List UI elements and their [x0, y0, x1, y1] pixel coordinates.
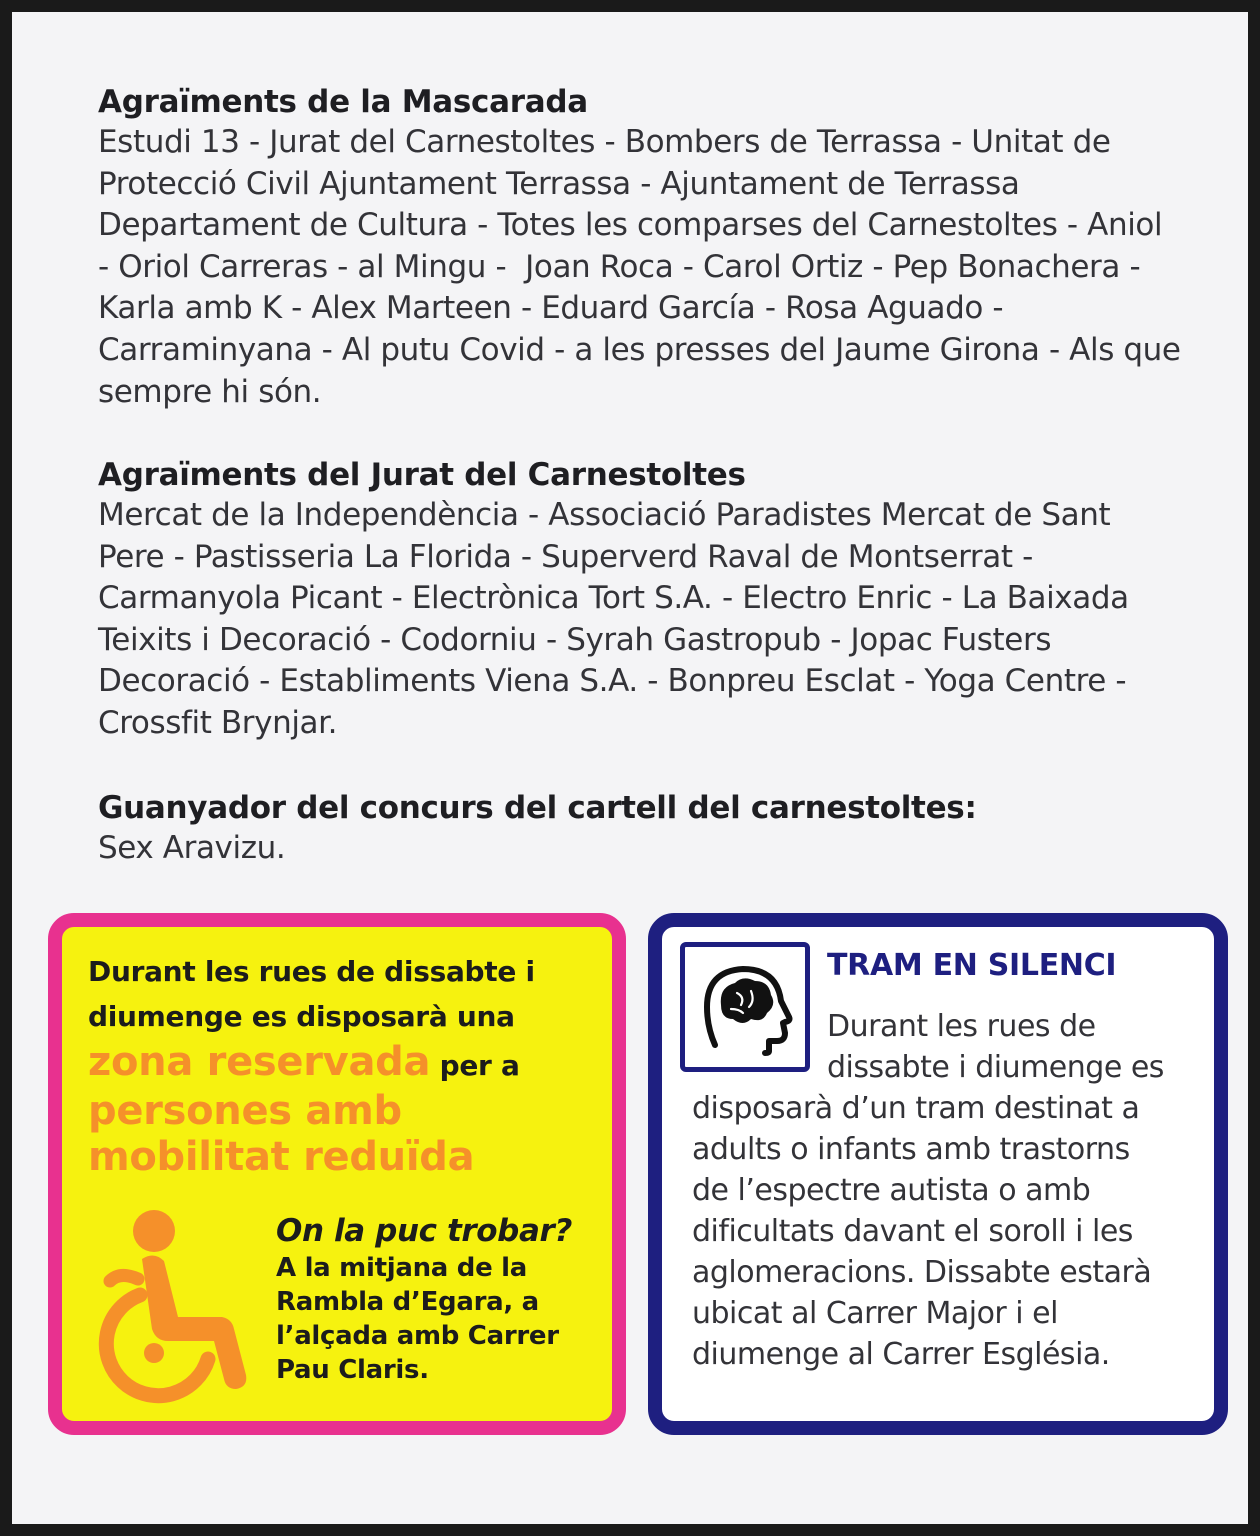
body-line: Durant les rues de: [827, 1009, 1096, 1044]
body-line: adults o infants amb trastorns: [692, 1132, 1130, 1167]
text-line: Departament de Cultura - Totes les comparses del Carnestoltes - Aniol: [98, 207, 1163, 244]
answer-line: A la mitjana de la: [276, 1253, 528, 1283]
location-question: On la puc trobar?: [276, 1213, 572, 1249]
location-info: [276, 1211, 616, 1387]
text-line: Karla amb K - Alex Marteen - Eduard García - Rosa Aguado -: [98, 290, 1004, 327]
highlight-text: mobilitat reduïda: [88, 1134, 475, 1180]
body-line: disposarà d’un tram destinat a: [692, 1091, 1140, 1126]
text-line: sempre hi són.: [98, 373, 322, 410]
highlight-text: persones amb: [88, 1088, 402, 1134]
body-line: dissabte i diumenge es: [827, 1050, 1164, 1085]
text-line: Protecció Civil Ajuntament Terrassa - Ajuntament de Terrassa: [98, 165, 1020, 202]
answer-line: Rambla d’Egara, a: [276, 1287, 539, 1317]
section-body: [98, 495, 1223, 745]
text-line: Sex Aravizu.: [98, 830, 286, 866]
answer-line: l’alçada amb Carrer: [276, 1321, 559, 1351]
body-line: dificultats davant el soroll i les: [692, 1214, 1133, 1249]
intro-line: Durant les rues de dissabte i: [88, 955, 535, 988]
text-line: Teixits i Decoració - Codorniu - Syrah Gastropub - Jopac Fusters: [98, 621, 1052, 658]
page: [12, 12, 1248, 1524]
location-answer: [276, 1251, 616, 1387]
section-title: Guanyador del concurs del cartell del carnestoltes:: [98, 790, 977, 826]
section-mascarada-thanks: [98, 82, 1223, 413]
text-line: Decoració - Establiments Viena S.A. - Bonpreu Esclat - Yoga Centre -: [98, 663, 1127, 700]
text-line: Estudi 13 - Jurat del Carnestoltes - Bombers de Terrassa - Unitat de: [98, 124, 1111, 160]
silent-section-title: TRAM EN SILENCI: [827, 948, 1117, 983]
body-line: ubicat al Carrer Major i el: [692, 1296, 1058, 1331]
answer-line: Pau Claris.: [276, 1355, 429, 1385]
section-body: [98, 122, 1223, 413]
body-line: aglomeracions. Dissabte estarà: [692, 1255, 1152, 1290]
text-line: Carmanyola Picant - Electrònica Tort S.A. - Electro Enric - La Baixada: [98, 580, 1129, 617]
text-line: Pere - Pastisseria La Florida - Superverd Raval de Montserrat -: [98, 538, 1033, 575]
connector-text: per a: [439, 1049, 520, 1082]
text-line: Crossfit Brynjar.: [98, 704, 338, 741]
reserved-zone-box: [48, 913, 626, 1435]
text-line: Carraminyana - Al putu Covid - a les presses del Jaume Girona - Als que: [98, 331, 1181, 368]
section-title: Agraïments de la Mascarada: [98, 84, 588, 120]
head-brain-icon-graphic: [685, 947, 805, 1067]
reserved-zone-intro: [88, 949, 608, 1180]
intro-line: diumenge es disposarà una: [88, 1000, 515, 1033]
section-body: [98, 828, 1223, 870]
highlight-line: [88, 1039, 608, 1088]
text-line: - Oriol Carreras - al Mingu - Joan Roca - Carol Ortiz - Pep Bonachera -: [98, 248, 1141, 285]
body-line: de l’espectre autista o amb: [692, 1173, 1091, 1208]
section-poster-winner: [98, 788, 1223, 870]
highlight-text: zona reservada: [88, 1039, 431, 1085]
wheelchair-icon: [80, 1207, 260, 1407]
section-jury-thanks: [98, 455, 1223, 745]
text-line: Mercat de la Independència - Associació Paradistes Mercat de Sant: [98, 497, 1111, 533]
section-title: Agraïments del Jurat del Carnestoltes: [98, 457, 746, 493]
head-brain-icon: [680, 942, 810, 1072]
silent-section-box: [648, 913, 1228, 1435]
body-line: diumenge al Carrer Església.: [692, 1337, 1110, 1372]
